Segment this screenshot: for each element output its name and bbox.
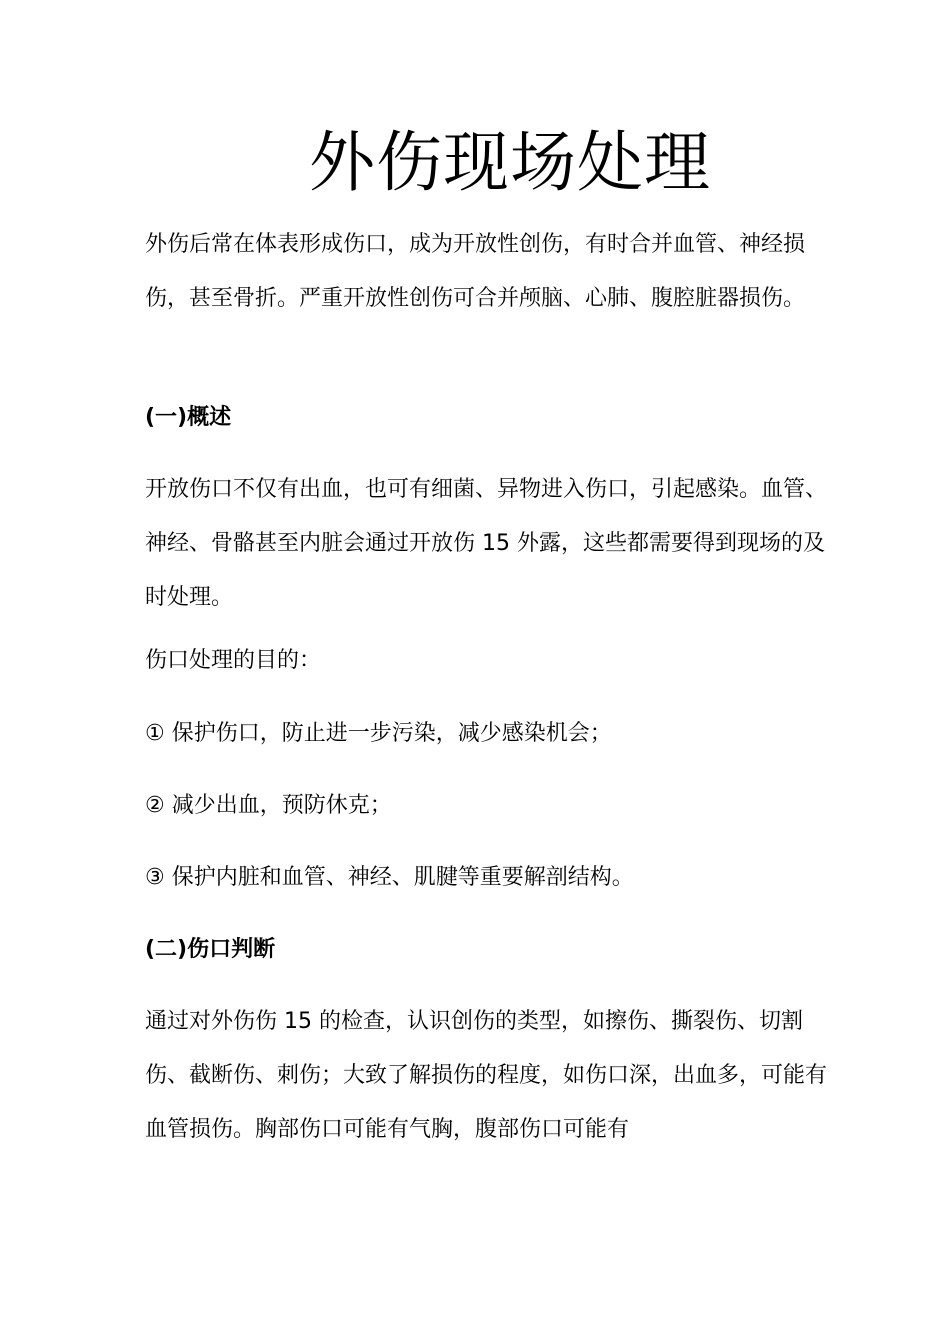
overview-paragraph: 开放伤口不仅有出血，也可有细菌、异物进入伤口，引起感染。血管、神经、骨骼甚至内脏会通过开放伤 15 外露，这些都需要得到现场的及时处理。 — [145, 477, 828, 610]
wound-assessment-paragraph: 通过对外伤伤 15 的检查，认识创伤的类型，如擦伤、撕裂伤、切割伤、截断伤、刺伤；大致了解损伤的程度，如伤口深，出血多，可能有血管损伤。胸部伤口可能有气胸，腹部伤口可能有 — [145, 1009, 828, 1142]
section-heading-wound-assessment: (二)伤口判断 — [145, 937, 276, 962]
document-title: 外伤现场处理 — [309, 124, 711, 201]
purpose-item-3: ③ 保护内脏和血管、神经、肌腱等重要解剖结构。 — [145, 865, 634, 890]
purpose-item-2: ② 减少出血，预防休克； — [145, 793, 392, 818]
purpose-item-1: ① 保护伤口，防止进一步污染，减少感染机会； — [145, 721, 612, 746]
intro-paragraph: 外伤后常在体表形成伤口，成为开放性创伤，有时合并血管、神经损伤，甚至骨折。严重开放性创伤可合并颅脑、心肺、腹腔脏器损伤。 — [145, 232, 806, 311]
purpose-heading: 伤口处理的目的： — [145, 648, 322, 673]
section-heading-overview: (一)概述 — [145, 405, 232, 430]
